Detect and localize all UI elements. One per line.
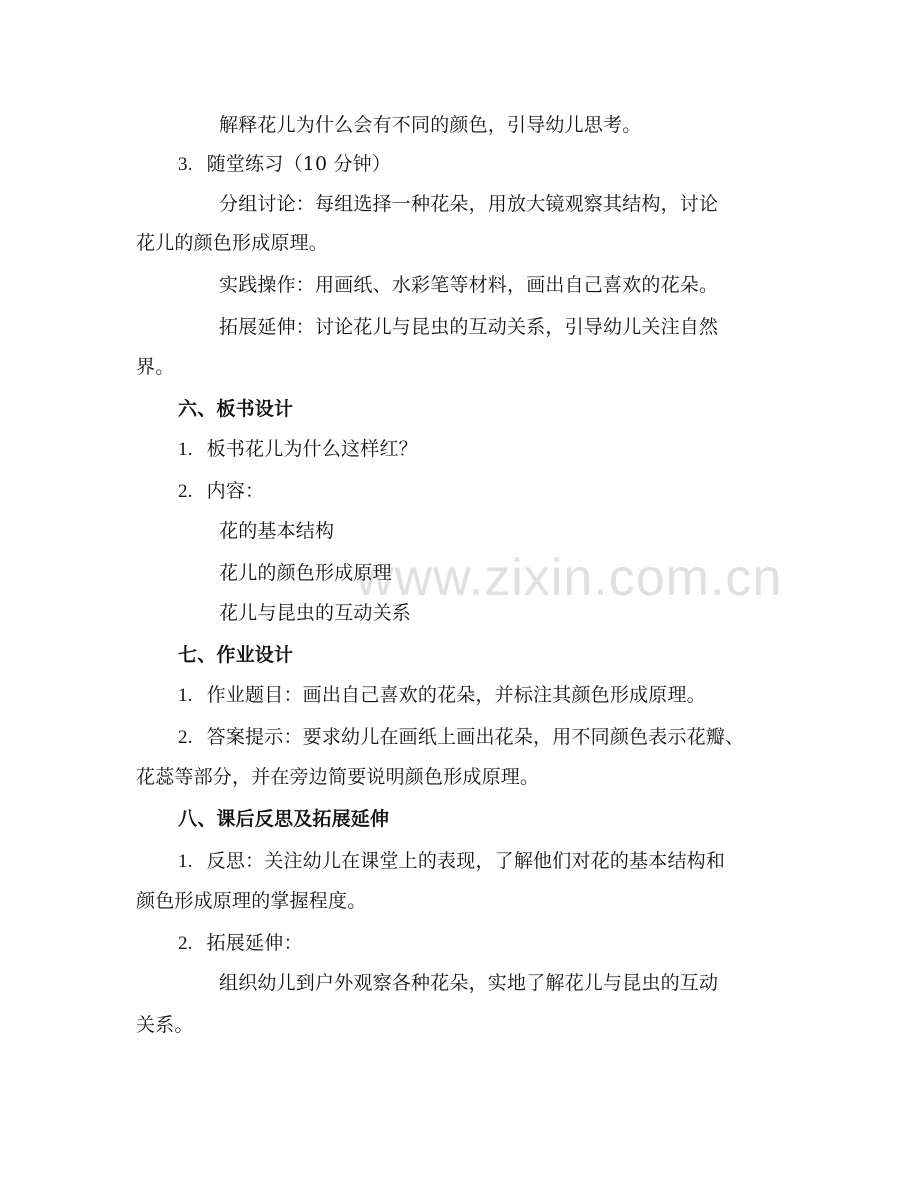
item-number: 2. bbox=[178, 481, 193, 502]
text-line: 关系。 bbox=[136, 1014, 194, 1036]
item-text: 拓展延伸： bbox=[206, 932, 303, 954]
item-number: 1. bbox=[178, 439, 193, 460]
item-number: 1. bbox=[178, 851, 193, 872]
section-heading: 八、课后反思及拓展延伸 bbox=[178, 808, 390, 830]
item-text: 板书花儿为什么这样红？ bbox=[206, 438, 418, 460]
text-line: 组织幼儿到户外观察各种花朵，实地了解花儿与昆虫的互动 bbox=[219, 972, 719, 994]
numbered-item bbox=[178, 436, 418, 463]
text-line: 分组讨论：每组选择一种花朵，用放大镜观察其结构，讨论 bbox=[219, 193, 719, 215]
item-text: 答案提示：要求幼儿在画纸上画出花朵，用不同颜色表示花瓣、 bbox=[206, 726, 745, 748]
numbered-item bbox=[178, 724, 744, 751]
text-line: 花的基本结构 bbox=[219, 520, 335, 542]
text-line: 解释花儿为什么会有不同的颜色，引导幼儿思考。 bbox=[219, 114, 642, 136]
text-line: 实践操作：用画纸、水彩笔等材料，画出自己喜欢的花朵。 bbox=[219, 274, 719, 296]
text-line: 界。 bbox=[136, 356, 175, 378]
item-number: 3. bbox=[178, 154, 193, 175]
text-line: 花儿的颜色形成原理。 bbox=[136, 232, 329, 254]
section-heading: 七、作业设计 bbox=[178, 644, 294, 666]
text-line: 拓展延伸：讨论花儿与昆虫的互动关系，引导幼儿关注自然 bbox=[219, 316, 719, 338]
item-text: 反思：关注幼儿在课堂上的表现，了解他们对花的基本结构和 bbox=[206, 850, 726, 872]
numbered-item bbox=[178, 151, 391, 178]
watermark: www.zixin.com.cn bbox=[356, 549, 783, 607]
item-text: 随堂练习（10 分钟） bbox=[206, 153, 392, 175]
numbered-item bbox=[178, 682, 706, 709]
text-line: 花儿与昆虫的互动关系 bbox=[219, 602, 412, 624]
item-number: 2. bbox=[178, 727, 193, 748]
item-text: 作业题目：画出自己喜欢的花朵，并标注其颜色形成原理。 bbox=[206, 684, 706, 706]
item-number: 2. bbox=[178, 933, 193, 954]
numbered-item bbox=[178, 478, 264, 505]
numbered-item bbox=[178, 930, 303, 957]
text-line: 花蕊等部分，并在旁边简要说明颜色形成原理。 bbox=[136, 766, 540, 788]
numbered-item bbox=[178, 848, 725, 875]
text-line: 花儿的颜色形成原理 bbox=[219, 562, 392, 584]
item-number: 1. bbox=[178, 685, 193, 706]
section-heading: 六、板书设计 bbox=[178, 398, 294, 420]
item-text: 内容： bbox=[206, 480, 265, 502]
text-line: 颜色形成原理的掌握程度。 bbox=[136, 890, 367, 912]
